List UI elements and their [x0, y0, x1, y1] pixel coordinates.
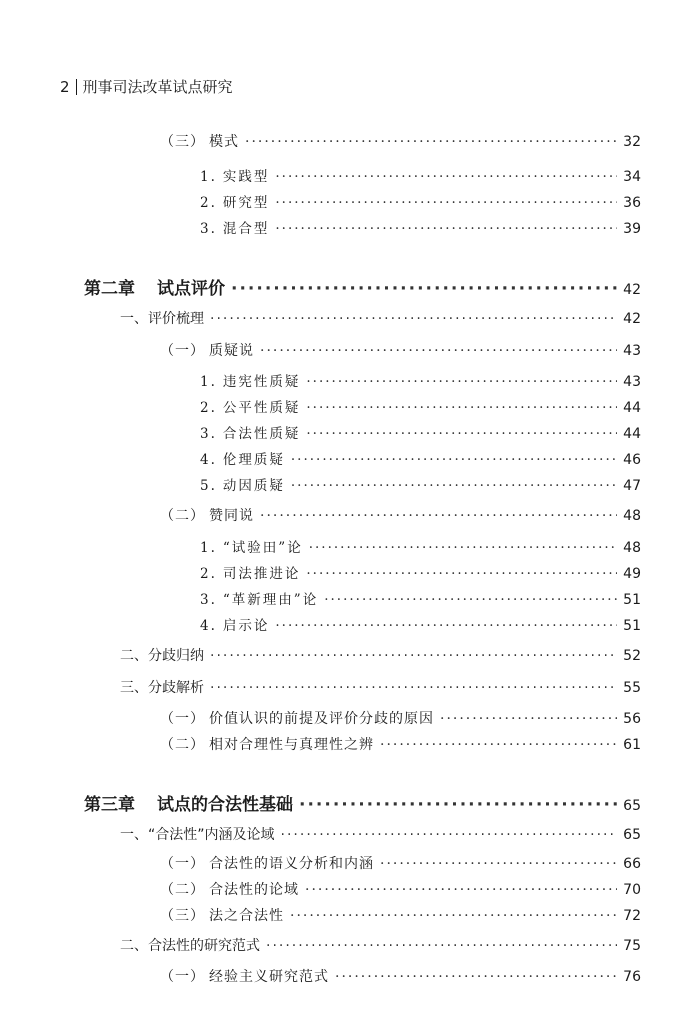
- toc-entry-label: 3.: [200, 221, 217, 237]
- toc-entry-label: （二）: [160, 882, 205, 898]
- toc-entry-title: [84, 790, 293, 815]
- toc-entry-label: 第三章: [84, 795, 135, 815]
- toc-entry-label: 4.: [200, 618, 217, 634]
- toc-entry-text: 分歧归纳: [148, 648, 204, 664]
- toc-entry-label: （一）: [160, 969, 205, 985]
- toc-entry-title: [84, 274, 225, 299]
- toc-entry-label: 2.: [200, 566, 217, 582]
- toc-entry-text: 经验主义研究范式: [209, 969, 329, 985]
- toc-entry-text: 实践型: [222, 169, 270, 185]
- toc-entry: [120, 935, 641, 955]
- toc-entry-text: 模式: [209, 134, 239, 150]
- toc-page-number: 72: [623, 908, 641, 924]
- book-title: 刑事司法改革试点研究: [82, 78, 233, 96]
- toc-page-number: 48: [623, 540, 641, 556]
- toc-page-number: 36: [623, 195, 641, 211]
- toc-entry-label: 1.: [200, 374, 217, 390]
- toc-entry-label: 4.: [200, 452, 217, 468]
- toc-entry-text: 公平性质疑: [222, 400, 301, 416]
- toc-entry: [200, 536, 641, 556]
- toc-entry-title: [120, 824, 275, 844]
- toc-entry-title: [200, 191, 269, 211]
- leader-dots: [291, 452, 617, 468]
- toc-entry: [120, 645, 641, 665]
- toc-entry-text: “合法性”内涵及论域: [148, 827, 275, 843]
- toc-page-number: 44: [623, 400, 641, 416]
- toc-entry-label: 2.: [200, 195, 217, 211]
- toc-page-number: 47: [623, 478, 641, 494]
- toc-entry: [200, 614, 641, 634]
- toc-entry-title: [200, 588, 318, 608]
- toc-entry-title: [160, 853, 374, 873]
- toc-entry-title: [200, 396, 300, 416]
- leader-dots: [306, 400, 617, 416]
- leader-dots: [210, 311, 617, 327]
- leader-dots: [380, 737, 617, 753]
- leader-dots: [210, 648, 617, 664]
- toc-entry-label: 二、: [120, 648, 148, 664]
- toc-entry-title: [200, 536, 303, 556]
- header-divider: [76, 79, 77, 95]
- toc-entry-text: 违宪性质疑: [222, 374, 301, 390]
- toc-entry: [160, 734, 641, 754]
- toc-entry: [200, 588, 641, 608]
- leader-dots: [380, 856, 617, 872]
- toc-entry-label: 三、: [120, 680, 148, 696]
- toc-page-number: 48: [623, 508, 641, 524]
- toc-entry-label: 3.: [200, 426, 217, 442]
- toc-entry-label: （一）: [160, 343, 205, 359]
- toc-entry-title: [160, 708, 434, 728]
- toc-page-number: 34: [623, 169, 641, 185]
- toc-entry-text: 评价梳理: [148, 311, 204, 327]
- toc-entry: [200, 448, 641, 468]
- toc-entry-text: 合法性的论域: [209, 882, 299, 898]
- toc-page-number: 46: [623, 452, 641, 468]
- toc-entry-label: 一、: [120, 311, 148, 327]
- toc-entry: [160, 131, 641, 151]
- toc-entry-text: 启示论: [222, 618, 270, 634]
- toc-page-number: 51: [623, 618, 641, 634]
- toc-entry-text: “革新理由”论: [222, 592, 319, 608]
- toc-entry-label: 二、: [120, 938, 148, 954]
- toc-entry: [200, 562, 641, 582]
- toc-entry-title: [160, 879, 299, 899]
- toc-page-number: 39: [623, 221, 641, 237]
- toc-page-number: 55: [623, 680, 641, 696]
- toc-entry-title: [160, 734, 374, 754]
- toc-entry: [200, 422, 641, 442]
- toc-page-number: 42: [623, 311, 641, 327]
- toc-page-number: 44: [623, 426, 641, 442]
- toc-entry-title: [160, 505, 254, 525]
- toc-entry-label: 第二章: [84, 279, 135, 299]
- leader-dots: [305, 882, 617, 898]
- toc-entry-text: 分歧解析: [148, 680, 204, 696]
- toc-entry-label: （二）: [160, 737, 205, 753]
- leader-dots: [281, 827, 618, 843]
- toc-page-number: 75: [623, 938, 641, 954]
- leader-dots: [309, 540, 617, 556]
- toc-entry-text: 合法性的研究范式: [148, 938, 260, 954]
- leader-dots: [290, 908, 617, 924]
- toc-entry-title: [200, 474, 285, 494]
- toc-entry-title: [160, 966, 329, 986]
- toc-page-number: 66: [623, 856, 641, 872]
- toc-entry-title: [120, 308, 204, 328]
- toc-chapter: [84, 274, 641, 299]
- toc-page-number: 51: [623, 592, 641, 608]
- leader-dots: [291, 478, 617, 494]
- toc-entry-label: （一）: [160, 856, 205, 872]
- toc-entry: [160, 853, 641, 873]
- toc-entry-label: 5.: [200, 478, 217, 494]
- toc-page-number: 32: [623, 134, 641, 150]
- toc-entry-text: 质疑说: [209, 343, 254, 359]
- leader-dots: [260, 343, 617, 359]
- leader-dots: [260, 508, 617, 524]
- toc-entry-label: 1.: [200, 540, 217, 556]
- toc-entry-title: [200, 217, 269, 237]
- leader-dots: [275, 195, 617, 211]
- leader-dots: [306, 426, 617, 442]
- leader-dots: [275, 221, 617, 237]
- toc-entry-title: [200, 614, 269, 634]
- toc-entry-text: 试点的合法性基础: [157, 795, 293, 815]
- toc-entry-text: 价值认识的前提及评价分歧的原因: [209, 711, 434, 727]
- toc-entry: [200, 370, 641, 390]
- leader-dots: [335, 969, 617, 985]
- toc-entry-title: [200, 448, 285, 468]
- toc-entry: [160, 708, 641, 728]
- toc-entry-label: 3.: [200, 592, 217, 608]
- toc-entry-title: [200, 422, 300, 442]
- toc-entry: [200, 396, 641, 416]
- toc-page-number: 43: [623, 343, 641, 359]
- toc-page-number: 76: [623, 969, 641, 985]
- page-number: 2: [60, 78, 70, 96]
- toc-chapter: [84, 790, 641, 815]
- toc-entry-title: [120, 935, 260, 955]
- leader-dots: [231, 279, 617, 299]
- toc-entry: [120, 677, 641, 697]
- toc-entry: [200, 191, 641, 211]
- toc-entry-label: 2.: [200, 400, 217, 416]
- toc-entry-title: [200, 562, 300, 582]
- toc-entry: [200, 474, 641, 494]
- toc-entry-label: （二）: [160, 508, 205, 524]
- toc-entry: [200, 217, 641, 237]
- leader-dots: [306, 374, 617, 390]
- toc-entry-text: 司法推进论: [222, 566, 301, 582]
- toc-entry-label: 一、: [120, 827, 148, 843]
- toc-entry-text: 研究型: [222, 195, 270, 211]
- toc-entry-label: 1.: [200, 169, 217, 185]
- toc-entry-label: （三）: [160, 134, 205, 150]
- toc-entry: [160, 505, 641, 525]
- toc-page-number: 65: [623, 798, 641, 814]
- toc-entry-label: （一）: [160, 711, 205, 727]
- toc-entry-text: 合法性的语义分析和内涵: [209, 856, 374, 872]
- leader-dots: [266, 938, 617, 954]
- toc-entry: [200, 165, 641, 185]
- toc-page-number: 65: [623, 827, 641, 843]
- toc-entry-text: 合法性质疑: [222, 426, 301, 442]
- toc-page-number: 70: [623, 882, 641, 898]
- toc-entry-label: （三）: [160, 908, 205, 924]
- toc-entry: [160, 905, 641, 925]
- toc-entry: [120, 308, 641, 328]
- toc-entry: [160, 879, 641, 899]
- toc-entry-text: 法之合法性: [209, 908, 284, 924]
- toc-entry-title: [160, 340, 254, 360]
- toc-page-number: 43: [623, 374, 641, 390]
- leader-dots: [324, 592, 617, 608]
- leader-dots: [275, 618, 617, 634]
- toc-entry-text: 相对合理性与真理性之辨: [209, 737, 374, 753]
- toc-page-number: 61: [623, 737, 641, 753]
- toc-entry-text: 动因质疑: [222, 478, 285, 494]
- toc-entry: [160, 340, 641, 360]
- toc-entry-text: 赞同说: [209, 508, 254, 524]
- leader-dots: [299, 795, 617, 815]
- toc-entry: [160, 966, 641, 986]
- toc-entry-title: [120, 677, 204, 697]
- toc-entry-title: [120, 645, 204, 665]
- toc-page-number: 49: [623, 566, 641, 582]
- leader-dots: [275, 169, 617, 185]
- leader-dots: [245, 134, 617, 150]
- toc-entry-text: 混合型: [222, 221, 270, 237]
- toc-entry-text: “试验田”论: [222, 540, 303, 556]
- leader-dots: [440, 711, 617, 727]
- toc-entry-title: [200, 370, 300, 390]
- leader-dots: [210, 680, 617, 696]
- toc-page-number: 52: [623, 648, 641, 664]
- running-head: [60, 78, 233, 96]
- toc-entry-text: 伦理质疑: [222, 452, 285, 468]
- toc-page-number: 56: [623, 711, 641, 727]
- toc-entry-title: [160, 905, 284, 925]
- toc-entry-text: 试点评价: [157, 279, 225, 299]
- toc-entry-title: [200, 165, 269, 185]
- toc-entry: [120, 824, 641, 844]
- toc-entry-title: [160, 131, 239, 151]
- leader-dots: [306, 566, 617, 582]
- toc-page-number: 42: [623, 282, 641, 298]
